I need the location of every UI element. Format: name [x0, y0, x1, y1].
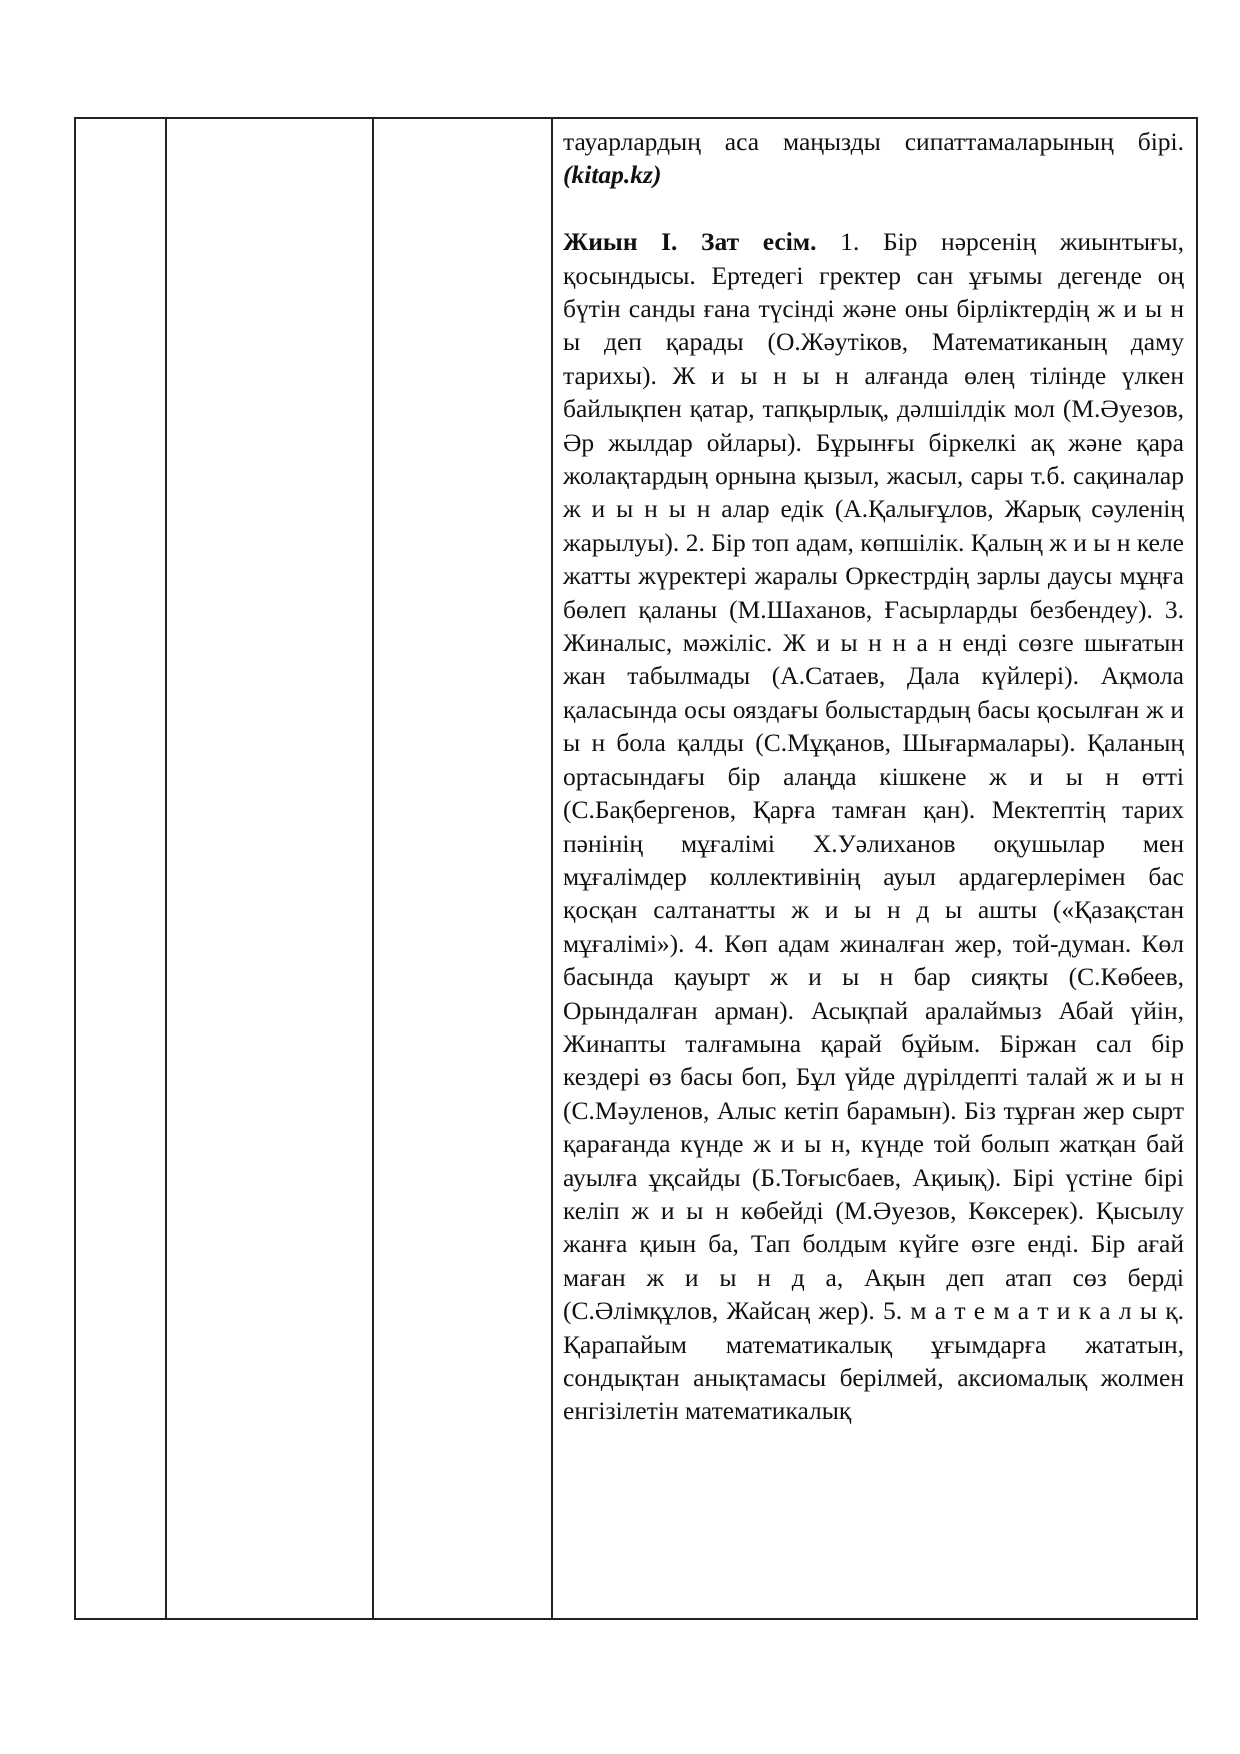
- document-table: [74, 117, 1198, 1620]
- table-row: [75, 118, 1197, 1619]
- entry-paragraph: [563, 225, 1184, 1428]
- paragraph-gap: [563, 192, 1184, 225]
- empty-cell-3: [373, 118, 552, 1619]
- source-citation: (kitap.kz): [563, 160, 662, 190]
- content-cell: [552, 118, 1197, 1619]
- intro-paragraph: [563, 125, 1184, 192]
- empty-cell-2: [166, 118, 373, 1619]
- entry-headword: Жиын І. Зат есім.: [563, 227, 817, 257]
- intro-text: тауарлардың аса маңызды сипаттамаларының бірі.: [563, 127, 1184, 156]
- entry-body: 1. Бір нәрсенің жиынтығы, қосындысы. Ертедегі гректер сан ұғымы дегенде оң бүтін санды ғана түсінді және оны бірліктердің ж и ы н ы деп қарады (О.Жәутіков, Математиканың даму тарихы). Ж и ы н ы н алғанда өлең тілінде үлкен байлықпен қатар, тапқырлық, дәлшілдік мол (М.Әуезов, Әр жылдар ойлары). Бұрынғы біркелкі ақ және қара жолақтардың орнына қызыл, жасыл, сары т.б. сақиналар ж и ы н ы н алар едік (А.Қалығұлов, Жарық сәуленің жарылуы). 2. Бір топ адам, көпшілік. Қалың ж и ы н келе жатты жүректері жаралы Оркестрдің зарлы даусы мұңға бөлеп қаланы (М.Шаханов, Ғасырларды безбендеу). 3. Жиналыс, мәжіліс. Ж и ы н н а н енді сөзге шығатын жан табылмады (А.Сатаев, Дала күйлері). Ақмола қаласында осы ояздағы болыстардың басы қосылған ж и ы н бола қалды (С.Мұқанов, Шығармалары). Қаланың ортасындағы бір алаңда кішкене ж и ы н өтті (С.Бақбергенов, Қарға тамған қан). Мектептің тарих пәнінің мұғалімі Х.Уәлиханов оқушылар мен мұғалімдер коллективінің ауыл ардагерлерімен бас қосқан салтанатты ж и ы н д ы ашты («Қазақстан мұғалімі»). 4. Көп адам жиналған жер, той-думан. Көл басында қауырт ж и ы н бар сияқты (С.Көбеев, Орындалған арман). Асықпай аралаймыз Абай үйін, Жинапты талғамына қарай бұйым. Біржан сал бір кездері өз басы боп, Бұл үйде дүрілдепті талай ж и ы н (С.Мәуленов, Алыс кетіп барамын). Біз тұрған жер сырт қарағанда күнде ж и ы н, күнде той болып жатқан бай ауылға ұқсайды (Б.Тоғысбаев, Ақиық). Бірі үстіне бірі келіп ж и ы н көбейді (М.Әуезов, Көксерек). Қысылу жанға қиын ба, Тап болдым күйге өзге енді. Бір ағай маған ж и ы н д а, Ақын деп атап сөз берді (С.Әлімқұлов, Жайсаң жер). 5. м а т е м а т и к а л ы қ. Қарапайым математикалық ұғымдарға жататын, сондықтан анықтамасы берілмей, аксиомалық жолмен енгізілетін математикалық: [563, 227, 1184, 1426]
- empty-cell-1: [75, 118, 166, 1619]
